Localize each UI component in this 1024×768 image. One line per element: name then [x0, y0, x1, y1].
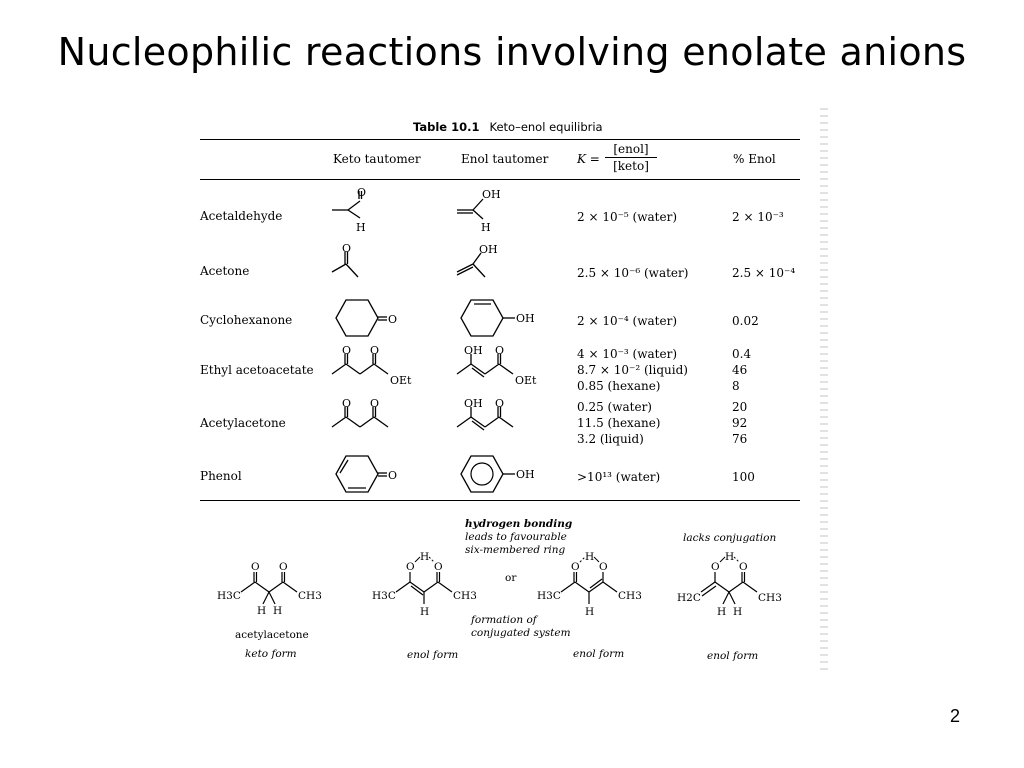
svg-text:O: O [599, 561, 608, 573]
table-caption [413, 120, 603, 134]
svg-text:O: O [251, 561, 260, 573]
svg-text:H3C: H3C [217, 590, 241, 602]
annotation-conjugated-system: formation of conjugated system [471, 614, 571, 639]
header-enol: Enol tautomer [461, 152, 549, 166]
svg-text:OH: OH [464, 344, 483, 357]
percent-enol-values: 20 92 76 [732, 400, 748, 446]
svg-text:CH3: CH3 [618, 590, 642, 602]
fraction-bar [605, 157, 657, 158]
enol-structure [455, 188, 515, 240]
enol-form-structure-1 [370, 546, 490, 630]
header-keto: Keto tautomer [333, 152, 421, 166]
caption-enol-form-1: enol form [407, 649, 459, 661]
header-percent-enol: % Enol [733, 152, 776, 166]
table-row [195, 344, 815, 396]
caption-enol-form-2: enol form [573, 648, 625, 660]
enol-form-structure-2 [535, 546, 655, 630]
svg-text:OH: OH [516, 468, 535, 481]
k-values: 0.25 (water) 11.5 (hexane) 3.2 (liquid) [577, 400, 661, 446]
keto-structure [330, 397, 410, 449]
svg-text:O: O [357, 188, 367, 199]
svg-text:O: O [370, 344, 380, 357]
svg-text:O: O [370, 397, 380, 410]
svg-text:H: H [257, 605, 267, 617]
svg-text:O: O [495, 344, 505, 357]
svg-text:H: H [733, 606, 743, 618]
compound-name: Acetaldehyde [200, 209, 283, 223]
svg-text:O: O [388, 313, 398, 326]
table-row [195, 397, 815, 449]
svg-text:O: O [342, 244, 352, 255]
svg-text:H: H [420, 551, 430, 563]
enol-structure [455, 344, 550, 396]
svg-text:H: H [420, 606, 430, 618]
svg-text:CH3: CH3 [298, 590, 322, 602]
compound-name: Phenol [200, 469, 242, 483]
svg-text:H3C: H3C [372, 590, 396, 602]
svg-text:O: O [279, 561, 288, 573]
enol-structure [455, 244, 515, 292]
table-row [195, 188, 815, 238]
svg-text:O: O [406, 561, 415, 573]
keto-structure [330, 188, 380, 240]
annotation-lacks-conjugation: lacks conjugation [683, 532, 777, 544]
k-value: 2 × 10⁻⁴ (water) [577, 314, 677, 328]
svg-text:H3C: H3C [537, 590, 561, 602]
svg-text:O: O [342, 397, 352, 410]
svg-text:H: H [481, 221, 491, 234]
svg-text:CH3: CH3 [453, 590, 477, 602]
top-rule [200, 139, 800, 140]
table-row [195, 450, 815, 500]
enol-form-structure-3 [677, 546, 797, 630]
svg-text:H: H [717, 606, 727, 618]
percent-enol-values: 0.4 46 8 [732, 347, 752, 393]
compound-name: Acetone [200, 264, 250, 278]
svg-text:OEt: OEt [390, 374, 412, 387]
scanned-table-image [195, 108, 830, 673]
svg-text:O: O [495, 397, 505, 410]
percent-enol: 2.5 × 10⁻⁴ [732, 266, 796, 280]
svg-text:O: O [342, 344, 352, 357]
svg-text:H: H [585, 551, 595, 563]
k-values: 4 × 10⁻³ (water) 8.7 × 10⁻² (liquid) 0.85 (hexane) [577, 347, 688, 393]
table-row [195, 244, 815, 292]
bottom-rule [200, 500, 800, 501]
annotation-hydrogen-bonding: hydrogen bonding leads to favourable six-membered ring [465, 518, 573, 556]
table-number: Table 10.1 [413, 120, 480, 134]
svg-text:H: H [356, 221, 366, 234]
enol-structure [455, 397, 535, 449]
svg-text:O: O [571, 561, 580, 573]
enol-structure [455, 452, 545, 502]
svg-text:H: H [273, 605, 283, 617]
compound-name: Ethyl acetoacetate [200, 363, 314, 377]
caption-enol-form-3: enol form [707, 650, 759, 662]
compound-name-acetylacetone: acetylacetone [235, 629, 309, 641]
svg-text:H: H [725, 551, 735, 563]
compound-name: Acetylacetone [200, 416, 286, 430]
or-label: or [505, 572, 517, 584]
keto-structure [330, 344, 425, 396]
svg-text:OEt: OEt [515, 374, 537, 387]
k-symbol: K = [577, 152, 600, 166]
svg-text:OH: OH [464, 397, 483, 410]
table-title: Keto–enol equilibria [489, 120, 603, 134]
svg-text:H: H [585, 606, 595, 618]
header-rule [200, 179, 800, 180]
caption-keto-form: keto form [245, 648, 297, 660]
compound-name: Cyclohexanone [200, 313, 293, 327]
svg-text:O: O [434, 561, 443, 573]
svg-text:OH: OH [516, 312, 535, 325]
svg-text:OH: OH [479, 244, 498, 256]
keto-structure [330, 296, 405, 346]
svg-text:OH: OH [482, 188, 501, 201]
scan-edge-noise [820, 108, 828, 673]
enol-structure [455, 296, 545, 346]
table-row [195, 294, 815, 344]
percent-enol: 100 [732, 470, 755, 484]
k-denominator: [keto] [613, 159, 649, 173]
percent-enol: 2 × 10⁻³ [732, 210, 784, 224]
page-number: 2 [950, 706, 961, 726]
svg-text:H2C: H2C [677, 592, 701, 604]
percent-enol: 0.02 [732, 314, 759, 328]
svg-text:O: O [711, 561, 720, 573]
svg-text:O: O [388, 469, 398, 482]
svg-text:CH3: CH3 [758, 592, 782, 604]
k-value: 2.5 × 10⁻⁶ (water) [577, 266, 689, 280]
keto-structure [330, 452, 405, 502]
svg-text:O: O [739, 561, 748, 573]
keto-form-structure [215, 556, 325, 630]
k-numerator: [enol] [613, 142, 649, 156]
slide-title: Nucleophilic reactions involving enolate anions [57, 30, 967, 74]
k-value: >10¹³ (water) [577, 470, 661, 484]
keto-structure [330, 244, 380, 292]
k-value: 2 × 10⁻⁵ (water) [577, 210, 677, 224]
